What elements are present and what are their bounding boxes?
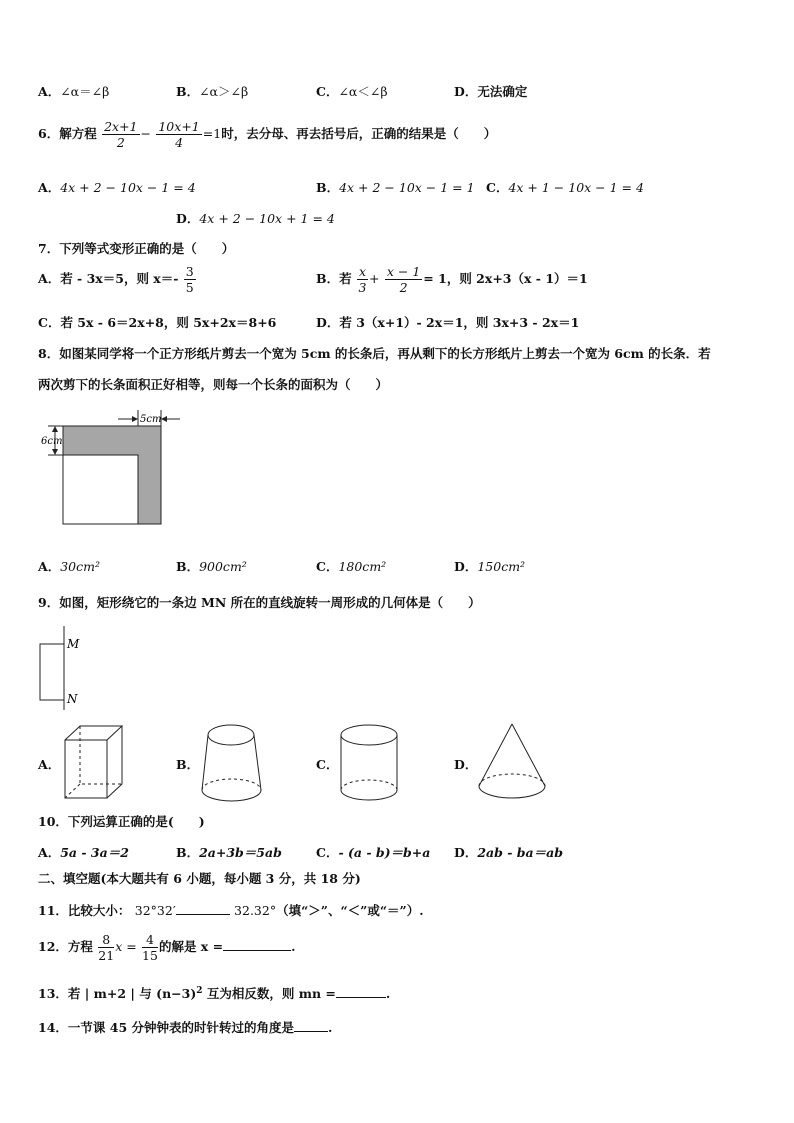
- q13-superscript: 2: [196, 985, 203, 996]
- q7-option-d: [316, 313, 579, 331]
- q5-option-b-text: ∠α＞∠β: [199, 84, 249, 99]
- q7-option-b-fraction-1-numerator: x: [358, 264, 367, 279]
- q8-figure-label-6cm: 6cm: [41, 436, 63, 447]
- q6-option-d-label: D．: [176, 211, 200, 226]
- q9-cone-left-edge: [479, 724, 512, 786]
- q9-option-b-label: B．: [176, 757, 200, 772]
- q6-equals: =1: [202, 126, 222, 141]
- section-2-title: 二、填空题(本大题共有 6 小题，每小题 3 分，共 18 分): [38, 871, 361, 886]
- q9-frustum-left-edge: [202, 735, 208, 790]
- q12-number: 12．: [38, 939, 68, 954]
- q13-text-1: 若 | m+2 | 与 (n−3): [67, 986, 197, 1001]
- q8-option-b-label: B．: [176, 559, 200, 574]
- q9-stem: 9．如图，矩形绕它的一条边 MN 所在的直线旋转一周形成的几何体是（ ）: [38, 595, 481, 610]
- q12-fraction-1-numerator: 8: [98, 932, 114, 948]
- q8-option-b: [176, 557, 247, 575]
- q9-cuboid-front-face: [65, 740, 107, 798]
- q14-number: 14．: [38, 1020, 68, 1035]
- q5-option-b-label: B．: [176, 84, 200, 99]
- q5-option-b: [176, 82, 248, 100]
- q9-cylinder-top-ellipse: [341, 725, 397, 745]
- q9-option-d-cone: [477, 722, 549, 804]
- q5-option-a: [38, 82, 109, 100]
- q5-option-c-text: ∠α＜∠β: [338, 84, 388, 99]
- q9-cone-right-edge: [512, 724, 545, 786]
- q6-number: 6．: [38, 126, 60, 141]
- q8-option-c-text: 180cm²: [338, 559, 387, 574]
- q9-cuboid-top-edges: [65, 726, 122, 740]
- q7-option-a-fraction: [184, 264, 196, 295]
- q9-rectangle: [40, 644, 64, 700]
- q7-option-b-plus: +: [369, 271, 380, 286]
- q6-fraction-1: [102, 119, 139, 150]
- q6-option-b-label: B．: [316, 180, 340, 195]
- q12-end: .: [291, 939, 296, 954]
- q8-option-a: [38, 557, 100, 575]
- q10-option-b-text: 2a+3b＝5ab: [199, 845, 282, 860]
- q13: [38, 984, 390, 1002]
- q6-fraction-2-denominator: 4: [175, 135, 184, 150]
- q12-fraction-2-denominator: 15: [142, 948, 158, 963]
- q8-option-d-label: D．: [454, 559, 478, 574]
- q12-pre: 方程: [67, 939, 93, 954]
- q12-x-equals: x =: [115, 939, 137, 954]
- q7-option-b: [316, 264, 588, 295]
- q7-option-b-pre: 若: [339, 271, 352, 286]
- q9-option-b-frustum: [200, 722, 266, 804]
- q11-pre: 比较大小：: [67, 903, 131, 918]
- q8-option-c-label: C．: [316, 559, 339, 574]
- q8-figure-side-arrowhead-top: [52, 426, 58, 432]
- q11-right-value: 32.32°: [234, 903, 277, 918]
- q10-option-a-label: A．: [38, 845, 61, 860]
- q8-option-b-text: 900cm²: [199, 559, 247, 574]
- q12-fraction-1-denominator: 21: [98, 948, 115, 963]
- q7-option-a-text: 若 - 3x＝5，则 x＝-: [60, 271, 179, 286]
- q9-label-m: M: [67, 637, 80, 651]
- q9-frustum-right-edge: [254, 735, 261, 790]
- q6-option-d-text: 4x + 2 − 10x + 1 = 4: [199, 211, 335, 226]
- q13-number: 13．: [38, 986, 68, 1001]
- q7-option-a-label: A．: [38, 271, 61, 286]
- q6-suffix: 时，去分母、再去括号后，正确的结果是（ ）: [221, 126, 497, 141]
- q5-option-c: [316, 82, 388, 100]
- q7-option-d-label: D．: [316, 315, 340, 330]
- q8-figure-top-arrowhead-left: [132, 416, 138, 422]
- q10-option-a: [38, 843, 129, 861]
- q9-frustum-bottom-front: [202, 790, 261, 801]
- q9-cone-base-front: [479, 786, 545, 798]
- q7-option-c-label: C．: [38, 315, 61, 330]
- q7-option-c: [38, 313, 276, 331]
- q8-figure-top-arrowhead-right: [161, 416, 167, 422]
- q12: [38, 932, 295, 963]
- q10-option-c: [316, 843, 430, 861]
- q9-frustum-top-ellipse: [208, 725, 254, 745]
- q10-option-b: [176, 843, 282, 861]
- q6-option-a: [38, 178, 196, 196]
- q9-cuboid-right-edges: [107, 726, 122, 798]
- q6-minus: −: [140, 126, 151, 141]
- q9-cone-base-back: [479, 774, 545, 786]
- q9-option-c-label: C．: [316, 757, 339, 772]
- q6-fraction-1-numerator: 2x+1: [104, 119, 138, 134]
- q13-end: .: [385, 986, 391, 1001]
- q10-option-a-text: 5a - 3a＝2: [60, 845, 129, 860]
- q8-stem-line-1: 8．如图某同学将一个正方形纸片剪去一个宽为 5cm 的长条后，再从剩下的长方形纸片上剪去一个宽为 6cm 的长条．若: [38, 346, 711, 361]
- q7-stem: 7．下列等式变形正确的是（ ）: [38, 241, 235, 256]
- q8-option-c: [316, 557, 386, 575]
- q12-post: 的解是 x =: [158, 939, 224, 954]
- q8-option-a-text: 30cm²: [60, 559, 100, 574]
- q8-option-a-label: A．: [38, 559, 61, 574]
- q7-option-b-fraction-2: [385, 264, 422, 295]
- q8-stem-line-2: 两次剪下的长条面积正好相等，则每一个长条的面积为（ ）: [38, 377, 389, 392]
- q14-answer-blank[interactable]: [294, 1019, 328, 1032]
- q7-option-a: [38, 264, 197, 295]
- q6-option-b: [316, 178, 475, 196]
- q13-text-2: 互为相反数，则 mn =: [202, 986, 336, 1001]
- q10-option-d-label: D．: [454, 845, 478, 860]
- q7-option-b-fraction-2-denominator: 2: [399, 280, 408, 295]
- q8-figure: [38, 408, 198, 533]
- q9-option-d-label: D．: [454, 757, 478, 772]
- q11-left-value: 32°32′: [134, 903, 176, 918]
- q8-figure-label-5cm: 5cm: [140, 414, 162, 425]
- q9-cylinder-bottom-front: [341, 790, 397, 800]
- q8-option-d-text: 150cm²: [477, 559, 526, 574]
- q9-cylinder-bottom-back: [341, 780, 397, 790]
- q10-option-d-text: 2ab - ba＝ab: [477, 845, 563, 860]
- q6-option-c-label: C．: [486, 180, 509, 195]
- q11: [38, 901, 424, 919]
- q6-option-c: [486, 178, 644, 196]
- q6-fraction-2-numerator: 10x+1: [158, 119, 200, 134]
- q9-option-a-label: A．: [38, 757, 61, 772]
- q6-fraction-1-denominator: 2: [116, 135, 125, 150]
- q6-stem: [38, 119, 496, 150]
- q6-option-d: [176, 209, 335, 227]
- q14-text: 一节课 45 分钟钟表的时针转过的角度是: [67, 1020, 295, 1035]
- q10-option-d: [454, 843, 563, 861]
- q10-option-c-label: C．: [316, 845, 339, 860]
- q9-option-c-cylinder: [338, 722, 404, 804]
- q12-answer-blank[interactable]: [223, 938, 291, 951]
- q5-option-a-text: ∠α＝∠β: [60, 84, 110, 99]
- q14-end: .: [328, 1020, 333, 1035]
- q7-option-b-fraction-1-denominator: 3: [358, 280, 367, 295]
- q12-fraction-1: [98, 932, 114, 963]
- q10-option-b-label: B．: [176, 845, 200, 860]
- q9-option-a-cuboid: [62, 722, 128, 802]
- q5-option-d-label: D．: [454, 84, 478, 99]
- q5-option-a-label: A．: [38, 84, 61, 99]
- q11-answer-blank[interactable]: [176, 902, 230, 915]
- q7-option-a-denominator: 5: [185, 280, 194, 295]
- q6-option-a-label: A．: [38, 180, 61, 195]
- q6-option-b-text: 4x + 2 − 10x − 1 = 1: [339, 180, 475, 195]
- q12-fraction-2: [142, 932, 158, 963]
- q9-rectangle-figure: [36, 626, 96, 710]
- q7-option-b-post: = 1，则 2x+3（x - 1）＝1: [423, 271, 588, 286]
- q8-figure-side-arrowhead-bottom: [52, 449, 58, 455]
- q9-cuboid-hidden-edges: [80, 726, 122, 784]
- q14: [38, 1018, 332, 1036]
- q6-prefix: 解方程: [59, 126, 97, 141]
- q7-option-b-fraction-1: [357, 264, 368, 295]
- q6-fraction-2: [156, 119, 201, 150]
- q5-option-c-label: C．: [316, 84, 339, 99]
- q10-stem: 10．下列运算正确的是( ): [38, 814, 205, 829]
- q9-cuboid-hidden-edge-diagonal: [65, 784, 80, 798]
- q8-option-d: [454, 557, 525, 575]
- q6-option-a-text: 4x + 2 − 10x − 1 = 4: [60, 180, 196, 195]
- q13-answer-blank[interactable]: [336, 985, 386, 998]
- q11-post: （填“＞”、“＜”或“＝”）.: [276, 903, 424, 918]
- q7-option-d-text: 若 3（x+1）- 2x＝1，则 3x+3 - 2x＝1: [339, 315, 580, 330]
- q8-figure-remaining-square: [63, 455, 138, 524]
- q5-option-d: [454, 82, 527, 100]
- q9-frustum-bottom-back: [202, 779, 261, 790]
- q6-option-c-text: 4x + 1 − 10x − 1 = 4: [508, 180, 644, 195]
- q12-fraction-2-numerator: 4: [142, 932, 158, 948]
- q7-option-b-label: B．: [316, 271, 340, 286]
- q7-option-c-text: 若 5x - 6＝2x+8，则 5x+2x＝8+6: [60, 315, 277, 330]
- q9-label-n: N: [67, 692, 78, 706]
- q5-option-d-text: 无法确定: [477, 84, 528, 99]
- q10-option-c-text: - (a - b)＝b+a: [338, 845, 431, 860]
- q7-option-b-fraction-2-numerator: x − 1: [386, 264, 421, 279]
- q11-number: 11．: [38, 903, 68, 918]
- q7-option-a-numerator: 3: [185, 264, 194, 279]
